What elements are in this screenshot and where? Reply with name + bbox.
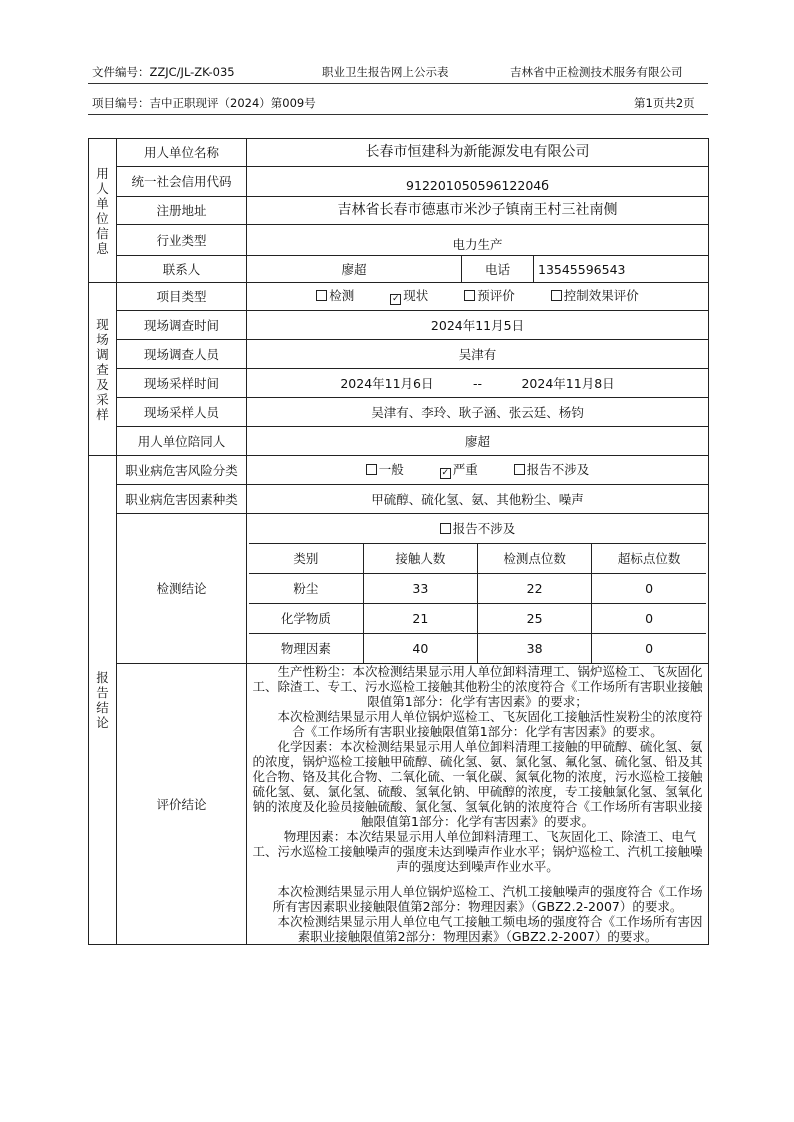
checkbox-checked-icon[interactable]: ✓ [441,467,450,478]
column-header: 类别 [249,544,363,574]
eval-paragraph: 物理因素：本次结果显示用人单位卸料清理工、飞灰固化工、除渣工、电气工、污水巡检工接触噪声的强度未达到噪声作业水平；锅炉巡检工、汽机工接触噪声的强度达到噪声作业水平。 [252,829,703,874]
address: 吉林省长春市德惠市米沙子镇南王村三社南侧 [247,197,709,225]
table-cell: 0 [592,634,706,664]
address-label: 注册地址 [117,197,247,225]
surveyor-label: 现场调查人员 [117,340,247,369]
evaluation-conclusion [247,664,709,945]
disclosure-table [88,138,709,945]
phone-number: 13545596543 [534,256,709,283]
detection-not-involved[interactable]: 报告不涉及 [249,514,706,544]
detection-header-row [249,544,706,574]
file-number: 文件编号：ZZJC/JL-ZK-035 [92,65,235,79]
table-cell: 40 [363,634,477,664]
checkbox-icon[interactable] [514,464,525,475]
survey-time: 2024年11月5日 [247,311,709,340]
option-not-involved[interactable]: 报告不涉及 [514,462,590,477]
header-rule-2 [88,114,708,115]
project-type-options [247,283,709,311]
table-cell: 22 [478,574,592,604]
escort: 廖超 [247,427,709,456]
risk-class-label: 职业病危害风险分类 [117,456,247,485]
credit-code: 91220105059612204б [247,167,709,197]
contact-name: 廖超 [247,256,462,283]
credit-code-label: 统一社会信用代码 [117,167,247,197]
table-cell: 物理因素 [249,634,363,664]
eval-paragraph: 本次检测结果显示用人单位锅炉巡检工、汽机工接触噪声的强度符合《工作场所有害因素职业接触限值第2部分：物理因素》（GBZ2.2-2007）的要求。 [272,884,703,914]
option-serious[interactable]: ✓ 严重 [441,461,478,478]
hazard-factors: 甲硫醇、硫化氢、氨、其他粉尘、噪声 [247,485,709,514]
table-cell: 化学物质 [249,604,363,634]
table-cell: 0 [592,574,706,604]
table-cell: 0 [592,604,706,634]
table-cell: 33 [363,574,477,604]
phone-label: 电话 [462,256,534,283]
eval-paragraph: 化学因素：本次检测结果显示用人单位卸料清理工接触的甲硫醇、硫化氢、氨的浓度，锅炉巡检工接触甲硫醇、硫化氢、氨、氯化氢、氟化氢、硫化氢、铅及其化合物、铬及其化合物、二氧化硫、一氧化碳、氮氧化物的浓度，污水巡检工接触硫化氢、氨、氯化氢、硫酸、氢氧化钠、甲硫醇的浓度，专工接触氯化氢、氢氧化钠的浓度及化验员接触硫酸、氯化氢、氢氧化钠的浓度符合《工作场所有害职业接触限值第1部分：化学有害因素》的要求。 [252,739,703,829]
checkbox-icon[interactable] [464,290,475,301]
header-rule [88,83,708,84]
detection-conclusion-label: 检测结论 [117,514,247,664]
document-title: 职业卫生报告网上公示表 [322,65,449,79]
table-row [249,574,706,604]
report-section-label: 报 告 结 论 [89,456,117,945]
checkbox-icon[interactable] [366,464,377,475]
employer-name-label: 用人单位名称 [117,139,247,167]
checkbox-icon[interactable] [551,290,562,301]
column-header: 超标点位数 [592,544,706,574]
eval-paragraph: 生产性粉尘：本次检测结果显示用人单位卸料清理工、锅炉巡检工、飞灰固化工、除渣工、专工、污水巡检工接触其他粉尘的浓度符合《工作场所有害职业接触限值第1部分：化学有害因素》的要求； [252,664,703,709]
employer-name: 长春市恒建科为新能源发电有限公司 [247,139,709,167]
surveyor: 吴津有 [247,340,709,369]
option-general[interactable]: 一般 [366,462,404,477]
checkbox-checked-icon[interactable]: ✓ [391,294,400,304]
column-header: 接触人数 [363,544,477,574]
option-pre-evaluation[interactable]: 预评价 [464,288,515,303]
industry-label: 行业类型 [117,225,247,256]
checkbox-icon[interactable] [316,290,327,301]
company-name: 吉林省中正检测技术服务有限公司 [510,65,683,79]
hazard-factor-label: 职业病危害因素种类 [117,485,247,514]
option-current-status[interactable]: ✓ 现状 [391,288,429,304]
table-cell: 25 [478,604,592,634]
samplers: 吴津有、李玲、耿子涵、张云廷、杨钧 [247,398,709,427]
eval-paragraph: 本次检测结果显示用人单位电气工接触工频电场的强度符合《工作场所有害因素职业接触限值第2部分：物理因素》（GBZ2.2-2007）的要求。 [277,914,703,944]
option-detection[interactable]: 检测 [316,288,354,303]
column-header: 检测点位数 [478,544,592,574]
escort-label: 用人单位陪同人 [117,427,247,456]
project-type-label: 项目类型 [117,283,247,311]
survey-section-label: 现 场 调 查 及 采 样 [89,283,117,456]
project-number: 项目编号：吉中正职现评（2024）第009号 [92,96,316,110]
table-cell: 粉尘 [249,574,363,604]
option-control-evaluation[interactable]: 控制效果评价 [551,288,639,303]
checkbox-icon[interactable] [440,523,451,534]
detection-conclusion [247,514,709,664]
sampler-label: 现场采样人员 [117,398,247,427]
table-cell: 21 [363,604,477,634]
eval-paragraph: 本次检测结果显示用人单位锅炉巡检工、飞灰固化工接触活性炭粉尘的浓度符合《工作场所有害职业接触限值第1部分：化学有害因素》的要求。 [277,709,703,739]
table-cell: 38 [478,634,592,664]
risk-class-options [247,456,709,485]
evaluation-conclusion-label: 评价结论 [117,664,247,945]
table-row [249,604,706,634]
survey-time-label: 现场调查时间 [117,311,247,340]
sampling-time: 2024年11月6日 -- 2024年11月8日 [247,369,709,398]
detection-table [249,514,706,663]
contact-label: 联系人 [117,256,247,283]
page-info: 第1页共2页 [634,96,695,110]
sampling-time-label: 现场采样时间 [117,369,247,398]
employer-section-label: 用 人 单 位 信 息 [89,139,117,283]
industry: 电力生产 [247,225,709,256]
table-row [249,634,706,664]
